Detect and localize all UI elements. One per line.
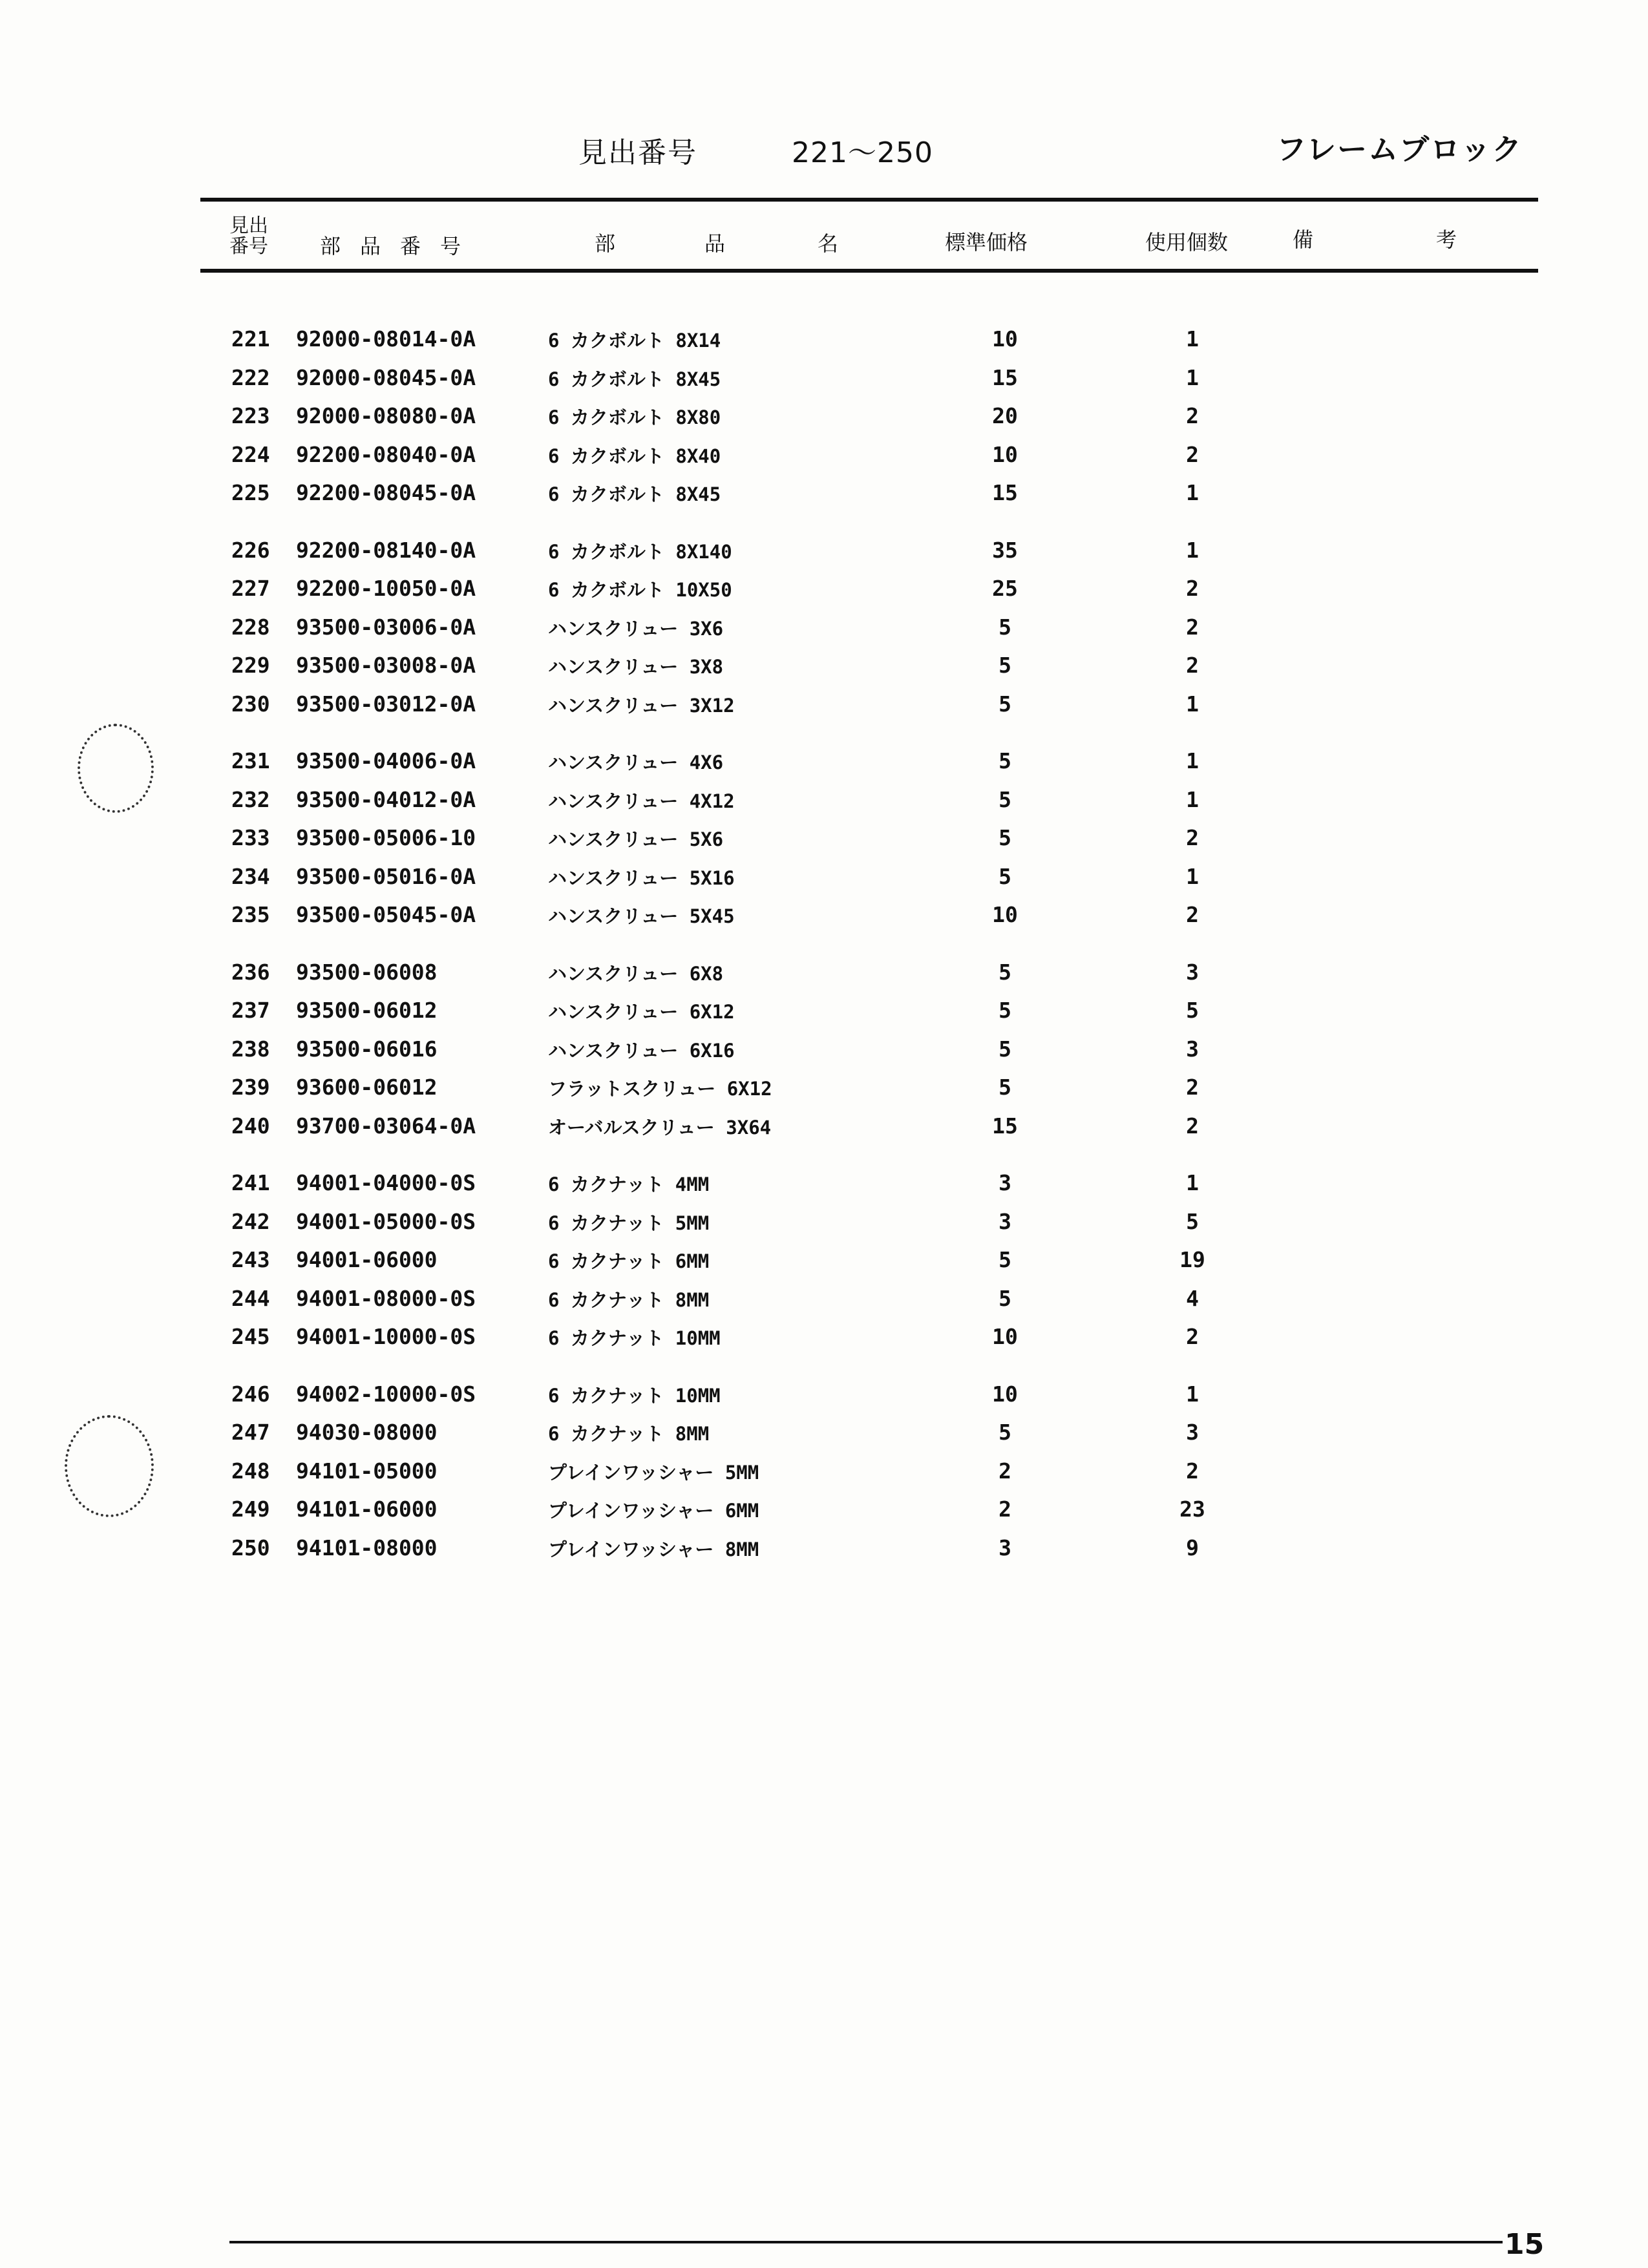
quantity: 1: [1186, 1381, 1199, 1407]
table-row: [0, 480, 1648, 516]
quantity: 2: [1186, 403, 1199, 428]
part-number: 93500-06012: [296, 998, 438, 1023]
row-index: 225: [231, 480, 270, 505]
table-row: [0, 1113, 1648, 1150]
quantity: 2: [1186, 902, 1199, 927]
quantity: 23: [1179, 1496, 1205, 1522]
part-number: 93500-03006-0A: [296, 614, 476, 640]
quantity: 2: [1186, 441, 1199, 467]
row-index: 227: [231, 576, 270, 601]
row-index: 232: [231, 786, 270, 812]
part-number: 94001-04000-0S: [296, 1170, 476, 1195]
part-name: プレインワッシャー 5MM: [548, 1461, 759, 1484]
price: 20: [992, 403, 1018, 428]
part-number: 94002-10000-0S: [296, 1381, 476, 1407]
price: 15: [992, 1113, 1018, 1139]
part-name: 6 カクボルト 8X140: [548, 540, 732, 563]
row-index: 223: [231, 403, 270, 428]
quantity: 1: [1186, 786, 1199, 812]
quantity: 1: [1186, 537, 1199, 563]
quantity: 3: [1186, 1420, 1199, 1445]
part-number: 94101-08000: [296, 1535, 438, 1560]
table-row: [0, 960, 1648, 996]
row-index: 226: [231, 537, 270, 563]
part-number: 94101-06000: [296, 1496, 438, 1522]
part-number: 92200-08040-0A: [296, 441, 476, 467]
table-row: [0, 653, 1648, 689]
part-name: 6 カクボルト 8X45: [548, 483, 721, 505]
binder-hole-top: [78, 724, 154, 813]
part-number: 94101-05000: [296, 1458, 438, 1484]
column-header-part-name-1: 部: [595, 231, 616, 256]
table-row: [0, 902, 1648, 938]
price: 25: [992, 576, 1018, 601]
table-row: [0, 1286, 1648, 1322]
quantity: 5: [1186, 998, 1199, 1023]
column-header-price: 標準価格: [945, 230, 1028, 255]
price: 5: [998, 653, 1011, 678]
row-index: 245: [231, 1324, 270, 1349]
price: 15: [992, 480, 1018, 505]
price: 5: [998, 863, 1011, 889]
footer-rule: [229, 2241, 1503, 2243]
table-row: [0, 998, 1648, 1034]
quantity: 2: [1186, 576, 1199, 601]
row-index: 237: [231, 998, 270, 1023]
row-index: 250: [231, 1535, 270, 1560]
price: 5: [998, 825, 1011, 850]
part-name: 6 カクナット 10MM: [548, 1384, 721, 1407]
quantity: 1: [1186, 863, 1199, 889]
table-row: [0, 442, 1648, 478]
part-name: ハンスクリュー 3X8: [548, 656, 724, 678]
price: 3: [998, 1208, 1011, 1234]
row-index: 238: [231, 1036, 270, 1062]
price: 5: [998, 748, 1011, 773]
part-name: オーバルスクリュー 3X64: [548, 1116, 772, 1139]
row-index: 240: [231, 1113, 270, 1139]
row-index: 247: [231, 1420, 270, 1445]
table-row: [0, 326, 1648, 362]
part-name: 6 カクナット 6MM: [548, 1250, 710, 1272]
part-number: 93500-04012-0A: [296, 786, 476, 812]
part-name: ハンスクリュー 4X12: [548, 790, 735, 812]
table-row: [0, 864, 1648, 900]
row-index: 242: [231, 1208, 270, 1234]
part-number: 92200-10050-0A: [296, 576, 476, 601]
row-index: 224: [231, 441, 270, 467]
quantity: 3: [1186, 1036, 1199, 1062]
part-name: 6 カクナット 8MM: [548, 1288, 710, 1311]
part-number: 93500-03012-0A: [296, 691, 476, 717]
part-name: ハンスクリュー 6X12: [548, 1001, 735, 1023]
price: 5: [998, 959, 1011, 985]
row-index: 221: [231, 326, 270, 352]
price: 5: [998, 1075, 1011, 1100]
index-label: 見出番号: [578, 136, 697, 169]
table-row: [0, 787, 1648, 823]
quantity: 19: [1179, 1247, 1205, 1272]
column-header-remarks-1: 備: [1293, 227, 1314, 252]
table-row: [0, 365, 1648, 401]
quantity: 3: [1186, 959, 1199, 985]
index-range: 221〜250: [792, 136, 933, 169]
column-header-quantity: 使用個数: [1145, 230, 1229, 255]
header-bottom-rule: [200, 269, 1538, 273]
row-index: 228: [231, 614, 270, 640]
section-title: フレームブロック: [1276, 132, 1523, 167]
quantity: 1: [1186, 326, 1199, 352]
table-row: [0, 1496, 1648, 1533]
row-index: 229: [231, 653, 270, 678]
part-number: 93600-06012: [296, 1075, 438, 1100]
price: 5: [998, 614, 1011, 640]
row-index: 222: [231, 364, 270, 390]
part-number: 93500-05006-10: [296, 825, 476, 850]
price: 10: [992, 1324, 1018, 1349]
table-row: [0, 1247, 1648, 1283]
part-number: 93500-06008: [296, 959, 438, 985]
price: 35: [992, 537, 1018, 563]
table-row: [0, 825, 1648, 861]
table-row: [0, 1075, 1648, 1111]
quantity: 2: [1186, 1458, 1199, 1484]
part-number: 94030-08000: [296, 1420, 438, 1445]
part-number: 92000-08080-0A: [296, 403, 476, 428]
quantity: 1: [1186, 364, 1199, 390]
row-index: 241: [231, 1170, 270, 1195]
part-name: 6 カクナット 4MM: [548, 1173, 710, 1195]
price: 15: [992, 364, 1018, 390]
quantity: 9: [1186, 1535, 1199, 1560]
part-name: フラットスクリュー 6X12: [548, 1078, 772, 1100]
part-number: 94001-08000-0S: [296, 1285, 476, 1311]
column-header-part-name-3: 名: [818, 231, 839, 256]
part-name: プレインワッシャー 8MM: [548, 1538, 759, 1560]
table-row: [0, 748, 1648, 784]
binder-hole-bottom: [65, 1415, 154, 1517]
row-index: 249: [231, 1496, 270, 1522]
price: 2: [998, 1458, 1011, 1484]
part-name: 6 カクナット 5MM: [548, 1212, 710, 1234]
table-row: [0, 576, 1648, 612]
table-row: [0, 691, 1648, 728]
part-number: 92000-08014-0A: [296, 326, 476, 352]
price: 5: [998, 998, 1011, 1023]
table-row: [0, 1324, 1648, 1360]
row-index: 233: [231, 825, 270, 850]
column-header-remarks-2: 考: [1436, 227, 1457, 252]
part-number: 93500-05016-0A: [296, 863, 476, 889]
row-index: 246: [231, 1381, 270, 1407]
part-number: 93500-05045-0A: [296, 902, 476, 927]
row-index: 236: [231, 959, 270, 985]
quantity: 5: [1186, 1208, 1199, 1234]
price: 5: [998, 691, 1011, 717]
row-index: 231: [231, 748, 270, 773]
quantity: 2: [1186, 653, 1199, 678]
table-row: [0, 1209, 1648, 1245]
row-index: 230: [231, 691, 270, 717]
part-number: 93500-04006-0A: [296, 748, 476, 773]
part-number: 94001-06000: [296, 1247, 438, 1272]
header-top-rule: [200, 198, 1538, 202]
part-name: ハンスクリュー 5X16: [548, 866, 735, 889]
table-row: [0, 1170, 1648, 1206]
quantity: 2: [1186, 614, 1199, 640]
price: 3: [998, 1535, 1011, 1560]
table-row: [0, 1381, 1648, 1418]
part-number: 93700-03064-0A: [296, 1113, 476, 1139]
table-row: [0, 1535, 1648, 1571]
part-name: 6 カクボルト 8X40: [548, 445, 721, 467]
part-number: 92200-08045-0A: [296, 480, 476, 505]
column-header-part-number: 部品番号: [320, 234, 481, 258]
table-row: [0, 1458, 1648, 1495]
part-number: 92200-08140-0A: [296, 537, 476, 563]
price: 2: [998, 1496, 1011, 1522]
price: 10: [992, 1381, 1018, 1407]
part-name: ハンスクリュー 6X8: [548, 962, 724, 985]
price: 5: [998, 1420, 1011, 1445]
quantity: 4: [1186, 1285, 1199, 1311]
price: 5: [998, 1247, 1011, 1272]
page-number: 15: [1505, 2228, 1545, 2261]
part-name: ハンスクリュー 3X12: [548, 694, 735, 717]
column-header-index: 見出 番号: [229, 215, 268, 258]
part-number: 93500-06016: [296, 1036, 438, 1062]
price: 3: [998, 1170, 1011, 1195]
row-index: 243: [231, 1247, 270, 1272]
quantity: 1: [1186, 748, 1199, 773]
part-name: 6 カクボルト 10X50: [548, 579, 732, 601]
table-row: [0, 538, 1648, 574]
part-number: 94001-10000-0S: [296, 1324, 476, 1349]
part-name: ハンスクリュー 5X45: [548, 905, 735, 927]
price: 10: [992, 902, 1018, 927]
quantity: 2: [1186, 1075, 1199, 1100]
price: 5: [998, 1036, 1011, 1062]
row-index: 244: [231, 1285, 270, 1311]
part-name: 6 カクナット 8MM: [548, 1423, 710, 1445]
quantity: 2: [1186, 1324, 1199, 1349]
part-name: 6 カクボルト 8X45: [548, 368, 721, 390]
table-row: [0, 1036, 1648, 1073]
quantity: 2: [1186, 825, 1199, 850]
part-name: 6 カクボルト 8X80: [548, 406, 721, 428]
part-name: ハンスクリュー 4X6: [548, 751, 724, 773]
quantity: 2: [1186, 1113, 1199, 1139]
table-row: [0, 1420, 1648, 1456]
price: 5: [998, 786, 1011, 812]
quantity: 1: [1186, 691, 1199, 717]
part-name: プレインワッシャー 6MM: [548, 1500, 759, 1522]
table-row: [0, 403, 1648, 439]
price: 10: [992, 441, 1018, 467]
part-number: 93500-03008-0A: [296, 653, 476, 678]
row-index: 248: [231, 1458, 270, 1484]
part-name: ハンスクリュー 5X6: [548, 828, 724, 850]
table-row: [0, 614, 1648, 651]
column-header-part-name-2: 品: [704, 231, 726, 256]
price: 10: [992, 326, 1018, 352]
quantity: 1: [1186, 480, 1199, 505]
part-name: 6 カクナット 10MM: [548, 1327, 721, 1349]
part-number: 94001-05000-0S: [296, 1208, 476, 1234]
part-name: ハンスクリュー 3X6: [548, 617, 724, 640]
quantity: 1: [1186, 1170, 1199, 1195]
part-name: 6 カクボルト 8X14: [548, 330, 721, 352]
row-index: 234: [231, 863, 270, 889]
part-number: 92000-08045-0A: [296, 364, 476, 390]
row-index: 235: [231, 902, 270, 927]
part-name: ハンスクリュー 6X16: [548, 1039, 735, 1062]
price: 5: [998, 1285, 1011, 1311]
row-index: 239: [231, 1075, 270, 1100]
